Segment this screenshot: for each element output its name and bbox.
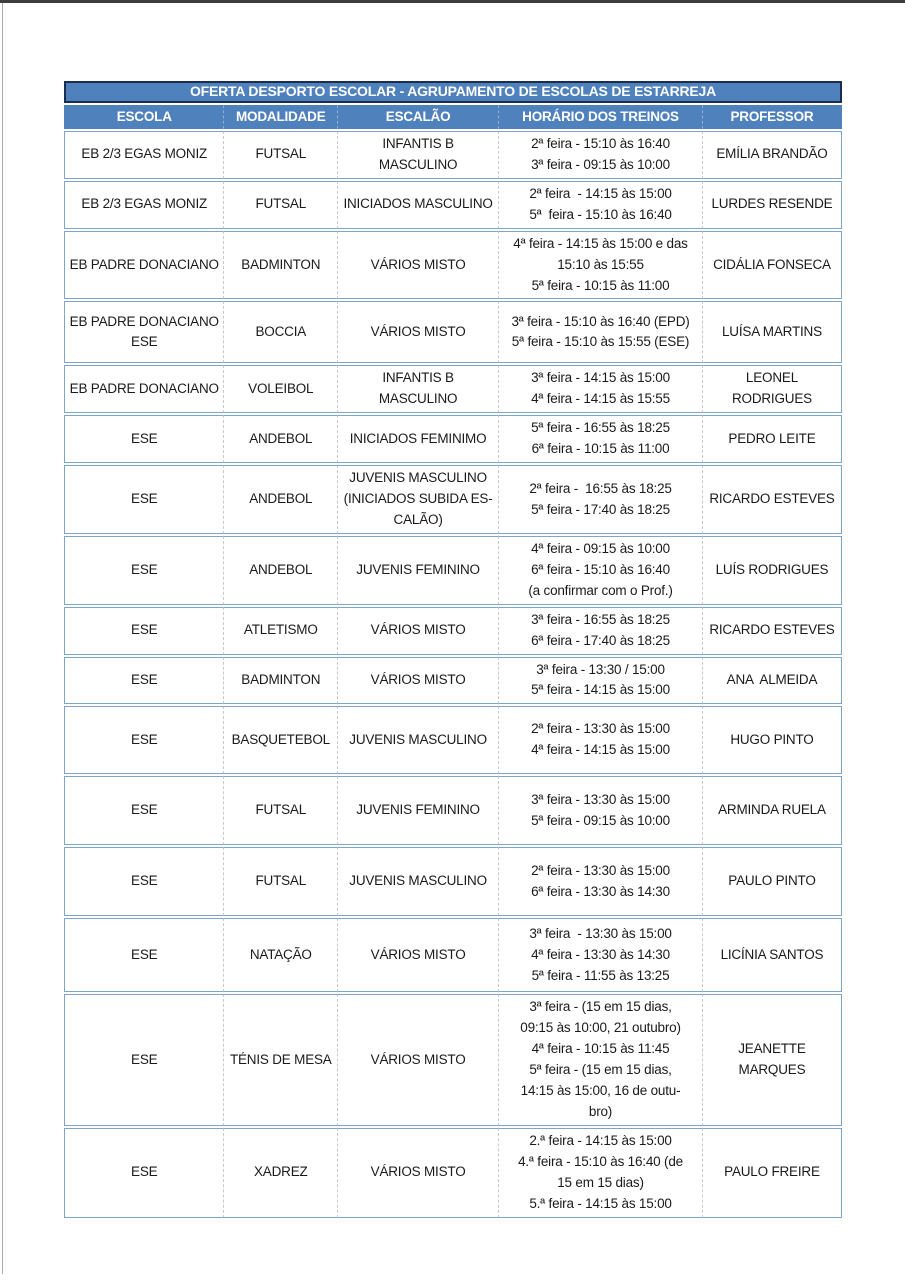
cell-modalidade: FUTSAL (223, 776, 337, 845)
cell-professor: LUÍS RODRIGUES (702, 536, 842, 605)
cell-modalidade: FUTSAL (223, 131, 337, 179)
cell-escalao: JUVENIS MASCULINO (INICIADOS SUBIDA ES- CALÃO) (337, 465, 498, 534)
column-header-horario: HORÁRIO DOS TREINOS (498, 105, 702, 129)
cell-modalidade: BADMINTON (223, 657, 337, 705)
table-row (64, 365, 842, 413)
cell-professor: LEONEL RODRIGUES (702, 365, 842, 413)
cell-escola: EB PADRE DONACIANO (64, 231, 223, 300)
cell-escola: ESE (64, 776, 223, 845)
cell-professor: HUGO PINTO (702, 706, 842, 774)
title-row (64, 81, 842, 103)
cell-escalao: VÁRIOS MISTO (337, 301, 498, 363)
cell-escola: ESE (64, 415, 223, 463)
cell-professor: CIDÁLIA FONSECA (702, 231, 842, 300)
cell-escalao: INFANTIS B MASCULINO (337, 131, 498, 179)
cell-horario: 3ª feira - 14:15 às 15:00 4ª feira - 14:15 às 15:55 (498, 365, 702, 413)
table-row (64, 657, 842, 705)
cell-professor: PEDRO LEITE (702, 415, 842, 463)
cell-modalidade: BADMINTON (223, 231, 337, 300)
cell-horario: 3ª feira - 13:30 às 15:00 5ª feira - 09:15 às 10:00 (498, 776, 702, 845)
cell-modalidade: FUTSAL (223, 847, 337, 916)
cell-professor: JEANETTE MARQUES (702, 994, 842, 1126)
cell-horario: 5ª feira - 16:55 às 18:25 6ª feira - 10:15 às 11:00 (498, 415, 702, 463)
cell-escola: EB 2/3 EGAS MONIZ (64, 181, 223, 229)
cell-modalidade: FUTSAL (223, 181, 337, 229)
cell-modalidade: BOCCIA (223, 301, 337, 363)
cell-escalao: VÁRIOS MISTO (337, 994, 498, 1126)
cell-escola: ESE (64, 918, 223, 992)
table-row (64, 847, 842, 916)
cell-modalidade: ANDEBOL (223, 415, 337, 463)
cell-escola: ESE (64, 465, 223, 534)
cell-modalidade: ANDEBOL (223, 536, 337, 605)
column-header-professor: PROFESSOR (702, 105, 842, 129)
cell-escalao: INFANTIS B MASCULINO (337, 365, 498, 413)
cell-escalao: JUVENIS FEMININO (337, 536, 498, 605)
cell-modalidade: ANDEBOL (223, 465, 337, 534)
cell-escola: ESE (64, 847, 223, 916)
table-row (64, 776, 842, 845)
column-header-modalidade: MODALIDADE (223, 105, 337, 129)
cell-escalao: INICIADOS FEMINIMO (337, 415, 498, 463)
cell-horario: 3ª feira - (15 em 15 dias, 09:15 às 10:00, 21 outubro) 4ª feira - 10:15 às 11:45 5ª feira - (15 em 15 dias, 14:15 às 15:00, 16 de outu- bro) (498, 994, 702, 1126)
cell-professor: ARMINDA RUELA (702, 776, 842, 845)
cell-horario: 4ª feira - 09:15 às 10:00 6ª feira - 15:10 às 16:40 (a confirmar com o Prof.) (498, 536, 702, 605)
cell-horario: 2ª feira - 16:55 às 18:25 5ª feira - 17:40 às 18:25 (498, 465, 702, 534)
cell-horario: 2ª feira - 13:30 às 15:00 6ª feira - 13:30 às 14:30 (498, 847, 702, 916)
cell-escalao: VÁRIOS MISTO (337, 1128, 498, 1218)
cell-horario: 3ª feira - 15:10 às 16:40 (EPD) 5ª feira - 15:10 às 15:55 (ESE) (498, 301, 702, 363)
schedule-table (64, 79, 842, 1220)
cell-modalidade: VOLEIBOL (223, 365, 337, 413)
schedule-table-container (64, 79, 842, 1220)
cell-modalidade: XADREZ (223, 1128, 337, 1218)
cell-escola: EB 2/3 EGAS MONIZ (64, 131, 223, 179)
cell-modalidade: TÉNIS DE MESA (223, 994, 337, 1126)
table-row (64, 415, 842, 463)
cell-escalao: VÁRIOS MISTO (337, 231, 498, 300)
table-row (64, 181, 842, 229)
cell-escalao: VÁRIOS MISTO (337, 657, 498, 705)
cell-escola: EB PADRE DONACIANO ESE (64, 301, 223, 363)
cell-escalao: JUVENIS MASCULINO (337, 847, 498, 916)
cell-professor: RICARDO ESTEVES (702, 465, 842, 534)
cell-horario: 4ª feira - 14:15 às 15:00 e das 15:10 às 15:55 5ª feira - 10:15 às 11:00 (498, 231, 702, 300)
table-row (64, 465, 842, 534)
cell-professor: ANA ALMEIDA (702, 657, 842, 705)
cell-escalao: INICIADOS MASCULINO (337, 181, 498, 229)
column-header-escola: ESCOLA (64, 105, 223, 129)
page-top-edge-line (0, 0, 905, 3)
table-row (64, 536, 842, 605)
cell-horario: 2ª feira - 14:15 às 15:00 5ª feira - 15:10 às 16:40 (498, 181, 702, 229)
cell-professor: RICARDO ESTEVES (702, 607, 842, 655)
cell-horario: 2ª feira - 15:10 às 16:40 3ª feira - 09:15 às 10:00 (498, 131, 702, 179)
column-header-row (64, 105, 842, 129)
cell-professor: PAULO FREIRE (702, 1128, 842, 1218)
cell-horario: 3ª feira - 16:55 às 18:25 6ª feira - 17:40 às 18:25 (498, 607, 702, 655)
table-row (64, 607, 842, 655)
page-title: OFERTA DESPORTO ESCOLAR - AGRUPAMENTO DE ESCOLAS DE ESTARREJA (64, 81, 842, 103)
cell-escola: ESE (64, 607, 223, 655)
cell-modalidade: ATLETISMO (223, 607, 337, 655)
cell-escalao: JUVENIS MASCULINO (337, 706, 498, 774)
table-row (64, 994, 842, 1126)
cell-professor: PAULO PINTO (702, 847, 842, 916)
column-header-escalao: ESCALÃO (337, 105, 498, 129)
cell-escalao: VÁRIOS MISTO (337, 918, 498, 992)
cell-escola: ESE (64, 536, 223, 605)
cell-escalao: JUVENIS FEMININO (337, 776, 498, 845)
cell-horario: 2.ª feira - 14:15 às 15:00 4.ª feira - 15:10 às 16:40 (de 15 em 15 dias) 5.ª feira - 14:15 às 15:00 (498, 1128, 702, 1218)
cell-professor: LUÍSA MARTINS (702, 301, 842, 363)
cell-horario: 3ª feira - 13:30 às 15:00 4ª feira - 13:30 às 14:30 5ª feira - 11:55 às 13:25 (498, 918, 702, 992)
cell-escola: ESE (64, 994, 223, 1126)
table-row (64, 1128, 842, 1218)
table-row (64, 131, 842, 179)
table-row (64, 301, 842, 363)
cell-escola: ESE (64, 657, 223, 705)
cell-horario: 2ª feira - 13:30 às 15:00 4ª feira - 14:15 às 15:00 (498, 706, 702, 774)
cell-escola: ESE (64, 1128, 223, 1218)
cell-professor: LURDES RESENDE (702, 181, 842, 229)
cell-professor: EMÍLIA BRANDÃO (702, 131, 842, 179)
cell-escalao: VÁRIOS MISTO (337, 607, 498, 655)
cell-professor: LICÍNIA SANTOS (702, 918, 842, 992)
table-row (64, 918, 842, 992)
cell-escola: EB PADRE DONACIANO (64, 365, 223, 413)
table-row (64, 706, 842, 774)
cell-modalidade: BASQUETEBOL (223, 706, 337, 774)
cell-horario: 3ª feira - 13:30 / 15:00 5ª feira - 14:15 às 15:00 (498, 657, 702, 705)
page-left-edge-line (2, 3, 3, 1274)
cell-escola: ESE (64, 706, 223, 774)
table-row (64, 231, 842, 300)
cell-modalidade: NATAÇÃO (223, 918, 337, 992)
